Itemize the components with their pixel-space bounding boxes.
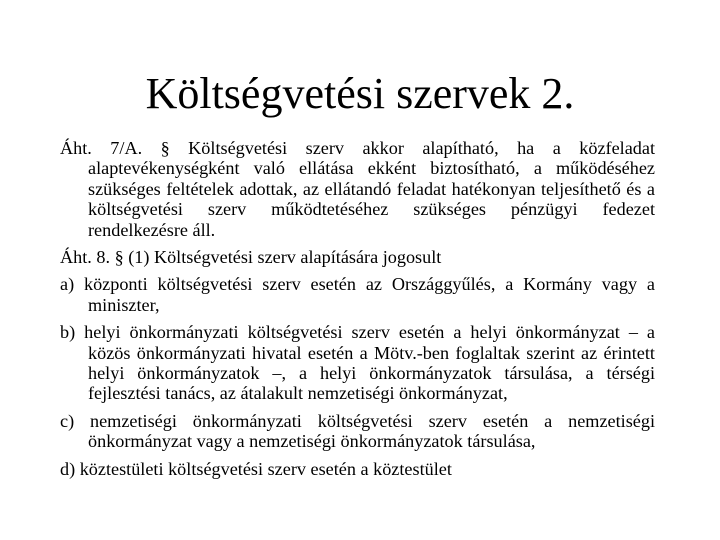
slide-title: Költségvetési szervek 2. (145, 69, 575, 118)
slide-body (60, 138, 655, 479)
paragraph-aht-7a: Áht. 7/A. § Költségvetési szerv akkor alapítható, ha a közfeladat alaptevékenységként való ellátása ekként biztosítható, a működéséhez szükséges feltételek adottak, az ellátandó feladat hatékonyan teljesíthető és a költségvetési szerv működtetéséhez szükséges pénzügyi fedezet rendelkezésre áll. (60, 138, 655, 240)
list-item-b: b) helyi önkormányzati költségvetési szerv esetén a helyi önkormányzat – a közös önkormányzati hivatal esetén a Mötv.-ben foglaltak szerint az érintett helyi önkormányzatok –, a helyi önkormányzatok társulása, a térségi fejlesztési tanács, az átalakult nemzetiségi önkormányzat, (60, 322, 655, 404)
list-item-d: d) köztestületi költségvetési szerv esetén a köztestület (60, 458, 452, 479)
list-item-c: c) nemzetiségi önkormányzati költségvetési szerv esetén a nemzetiségi önkormányzat vagy a nemzetiségi önkormányzatok társulása, (60, 410, 655, 452)
list-item-a: a) központi költségvetési szerv esetén az Országgyűlés, a Kormány vagy a miniszter, (60, 274, 655, 315)
paragraph-aht-8-1: Áht. 8. § (1) Költségvetési szerv alapítására jogosult (60, 247, 442, 268)
